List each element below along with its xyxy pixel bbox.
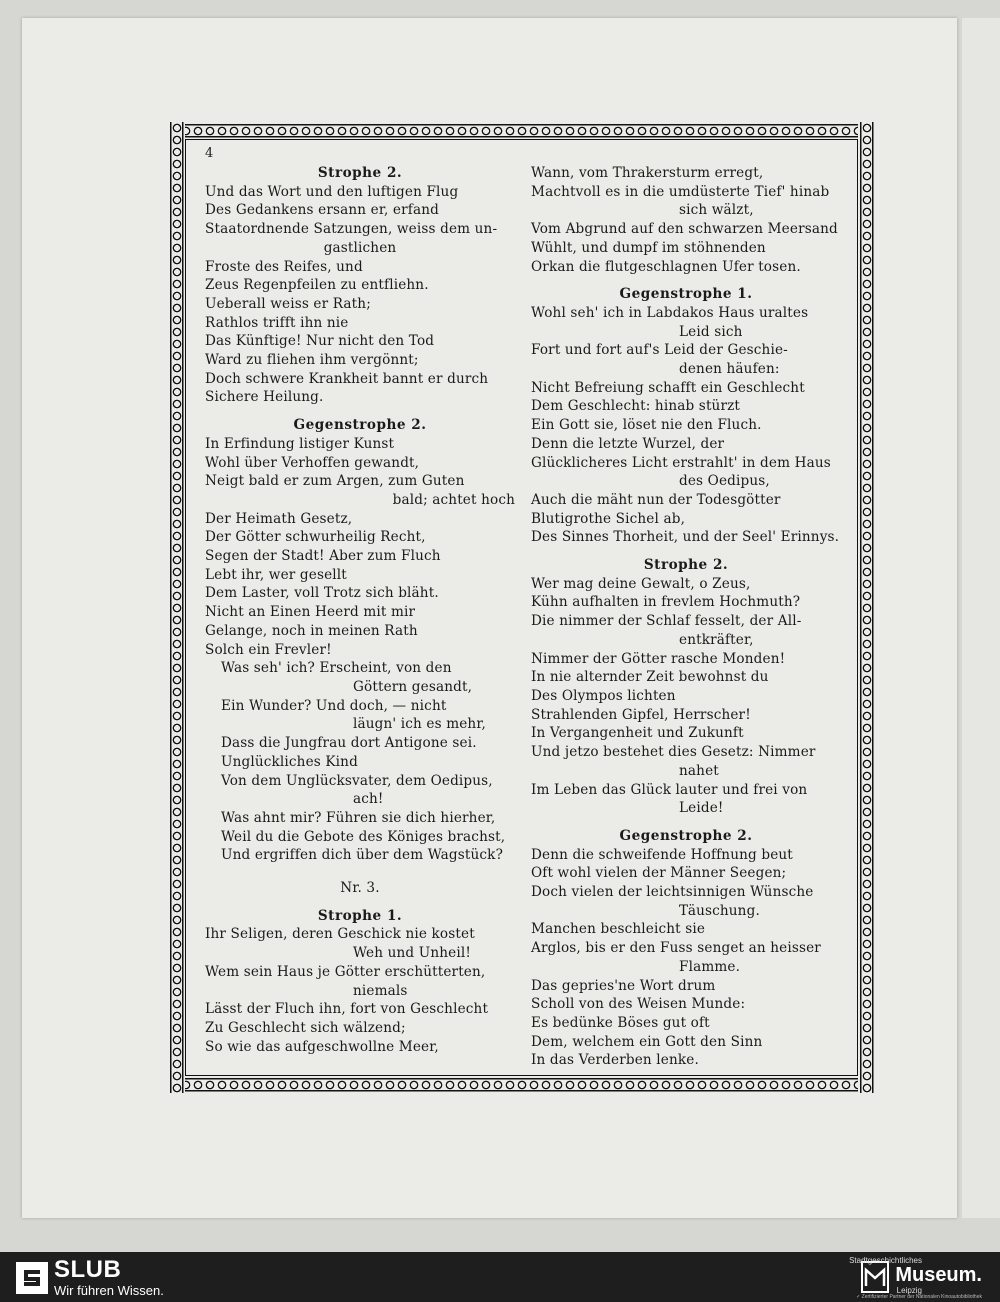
verse-line: niemals <box>353 982 408 999</box>
verse-line: Wer mag deine Gewalt, o Zeus, <box>531 575 751 592</box>
verse-line: In Erfindung listiger Kunst <box>205 435 395 452</box>
verse-line: entkräfter, <box>679 631 754 648</box>
verse-line: Ward zu fliehen ihm vergönnt; <box>205 352 419 369</box>
verse-line: Das Künftige! Nur nicht den Tod <box>205 333 435 350</box>
verse-line: Rathlos trifft ihn nie <box>205 314 349 331</box>
verse-line: Weil du die Gebote des Königes brachst, <box>221 828 506 845</box>
right-text-column <box>531 164 841 1070</box>
verse-line: Zu Geschlecht sich wälzend; <box>205 1019 406 1036</box>
verse-line: denen häufen: <box>679 361 780 378</box>
verse-line: Leid sich <box>679 323 743 340</box>
verse-line: Neigt bald er zum Argen, zum Guten <box>205 473 465 490</box>
verse-line: Doch vielen der leichtsinnigen Wünsche <box>531 884 814 901</box>
verse-line: Strahlenden Gipfel, Herrscher! <box>531 706 751 723</box>
verse-line: Fort und fort auf's Leid der Geschie- <box>531 342 788 359</box>
verse-line: Dem Geschlecht: hinab stürzt <box>531 398 741 415</box>
verse-line: gastlichen <box>323 239 397 256</box>
verse-line: Und das Wort und den luftigen Flug <box>205 183 459 200</box>
verse-line: Des Sinnes Thorheit, und der Seel' Erinnys. <box>531 529 840 546</box>
verse-line: Oft wohl vielen der Männer Seegen; <box>531 865 787 882</box>
verse-line: Ihr Seligen, deren Geschick nie kostet <box>205 926 475 943</box>
border-left-ornament <box>168 122 185 1093</box>
verse-line: Das gepries'ne Wort drum <box>531 977 716 994</box>
museum-note: ✓ Zertifizierter Partner der Nationalen Kinoautobibliothek <box>856 1294 982 1300</box>
verse-line: Der Heimath Gesetz, <box>205 510 353 527</box>
verse-line: Weh und Unheil! <box>353 945 471 962</box>
verse-line: Orkan die flutgeschlagnen Ufer tosen. <box>531 258 801 275</box>
verse-line: Die nimmer der Schlaf fesselt, der All- <box>531 613 802 630</box>
verse-line: In Vergangenheit und Zukunft <box>531 725 744 742</box>
verse-line: Scholl von des Weisen Munde: <box>531 996 746 1013</box>
verse-line: Was seh' ich? Erscheint, von den <box>221 660 452 677</box>
verse-line: Manchen beschleicht sie <box>531 921 706 938</box>
verse-line: Dass die Jungfrau dort Antigone sei. <box>221 735 477 752</box>
museum-kicker: Stadtgeschichtliches <box>849 1256 922 1265</box>
verse-line: Wohl über Verhoffen gewandt, <box>205 454 420 471</box>
verse-line: nahet <box>679 762 719 779</box>
verse-line: Dem, welchem ein Gott den Sinn <box>531 1033 763 1050</box>
verse-line: Solch ein Frevler! <box>205 641 332 658</box>
verse-line: Nicht Befreiung schafft ein Geschlecht <box>531 379 805 396</box>
adjacent-page-edge <box>962 18 1000 1218</box>
verse-line: Lebt ihr, wer gesellt <box>205 566 347 583</box>
verse-line: So wie das aufgeschwollne Meer, <box>205 1038 439 1055</box>
verse-line: Dem Laster, voll Trotz sich bläht. <box>205 585 439 602</box>
verse-line: bald; achtet hoch <box>392 491 515 508</box>
verse-line: Glücklicheres Licht erstrahlt' in dem Haus <box>531 454 831 471</box>
verse-line: Wohl seh' ich in Labdakos Haus uraltes <box>531 304 809 321</box>
verse-line: Ueberall weiss er Rath; <box>205 295 371 312</box>
verse-line: Doch schwere Krankheit bannt er durch <box>205 370 489 387</box>
verse-line: Froste des Reifes, und <box>205 258 363 275</box>
verse-line: Nicht an Einen Heerd mit mir <box>205 604 416 621</box>
verse-line: Zeus Regenpfeilen zu entfliehn. <box>205 277 429 294</box>
verse-line: Lässt der Fluch ihn, fort von Geschlecht <box>205 1001 489 1018</box>
verse-line: sich wälzt, <box>679 202 754 219</box>
section-heading: Strophe 2. <box>643 557 729 574</box>
verse-line: Staatordnende Satzungen, weiss dem un- <box>205 221 498 238</box>
verse-line: ach! <box>353 791 384 808</box>
verse-line: In nie alternder Zeit bewohnst du <box>531 669 769 686</box>
verse-line: Und jetzo bestehet dies Gesetz: Nimmer <box>531 744 816 761</box>
verse-line: Göttern gesandt, <box>353 678 473 695</box>
section-heading: Strophe 2. <box>317 165 403 181</box>
verse-line: des Oedipus, <box>679 473 770 490</box>
verse-line: Des Gedankens ersann er, erfand <box>205 202 439 219</box>
verse-line: läugn' ich es mehr, <box>353 716 486 733</box>
verse-line: Was ahnt mir? Führen sie dich hierher, <box>221 809 496 826</box>
verse-line: Ein Gott sie, löset nie den Fluch. <box>531 417 762 434</box>
verse-line: Täuschung. <box>679 902 760 919</box>
museum-name: Museum. <box>895 1264 982 1286</box>
verse-line: Vom Abgrund auf den schwarzen Meersand <box>531 221 838 238</box>
verse-line: Machtvoll es in die umdüsterte Tief' hinab <box>531 183 830 200</box>
border-bottom-ornament <box>168 1076 875 1093</box>
museum-city: Leipzig <box>896 1286 922 1295</box>
section-heading: Gegenstrophe 2. <box>293 417 427 434</box>
section-heading: Strophe 1. <box>317 907 403 924</box>
verse-line: Denn die letzte Wurzel, der <box>531 435 725 452</box>
verse-line: Im Leben das Glück lauter und frei von <box>531 781 808 798</box>
verse-line: Nimmer der Götter rasche Monden! <box>531 650 786 667</box>
border-top-ornament <box>168 122 875 139</box>
verse-line: Des Olympos lichten <box>531 687 676 704</box>
verse-line: Leide! <box>679 800 724 817</box>
slub-name: SLUB <box>54 1256 122 1283</box>
verse-line: Wem sein Haus je Götter erschütterten, <box>205 963 486 980</box>
page-number: 4 <box>205 146 214 161</box>
verse-line: Arglos, bis er den Fuss senget an heisser <box>531 940 821 957</box>
verse-line: Sichere Heilung. <box>205 389 324 406</box>
verse-line: Auch die mäht nun der Todesgötter <box>531 491 781 508</box>
verse-line: Von dem Unglücksvater, dem Oedipus, <box>221 772 493 789</box>
verse-line: Und ergriffen dich über dem Wagstück? <box>221 847 504 864</box>
slub-logo-icon <box>14 1260 50 1296</box>
verse-line: Gelange, noch in meinen Rath <box>205 622 418 639</box>
verse-line: Blutigrothe Sichel ab, <box>531 510 686 527</box>
verse-line: Denn die schweifende Hoffnung beut <box>531 846 793 863</box>
verse-line: Wühlt, und dumpf im stöhnenden <box>531 239 766 256</box>
section-heading: Gegenstrophe 1. <box>619 286 753 303</box>
verse-line: Flamme. <box>679 958 741 975</box>
verse-line: In das Verderben lenke. <box>531 1052 699 1069</box>
verse-line: Ein Wunder? Und doch, — nicht <box>221 697 447 714</box>
section-heading: Gegenstrophe 2. <box>619 827 753 844</box>
left-text-column <box>205 164 515 1056</box>
verse-line: Nr. 3. <box>340 880 380 897</box>
verse-line: Der Götter schwurheilig Recht, <box>205 529 426 546</box>
verse-line: Segen der Stadt! Aber zum Fluch <box>205 548 441 565</box>
slub-tagline: Wir führen Wissen. <box>54 1283 164 1298</box>
verse-line: Es bedünke Böses gut oft <box>531 1014 710 1031</box>
border-right-ornament <box>858 122 875 1093</box>
verse-line: Wann, vom Thrakersturm erregt, <box>531 165 764 181</box>
verse-line: Kühn aufhalten in frevlem Hochmuth? <box>531 594 801 611</box>
verse-line: Unglückliches Kind <box>221 753 358 770</box>
